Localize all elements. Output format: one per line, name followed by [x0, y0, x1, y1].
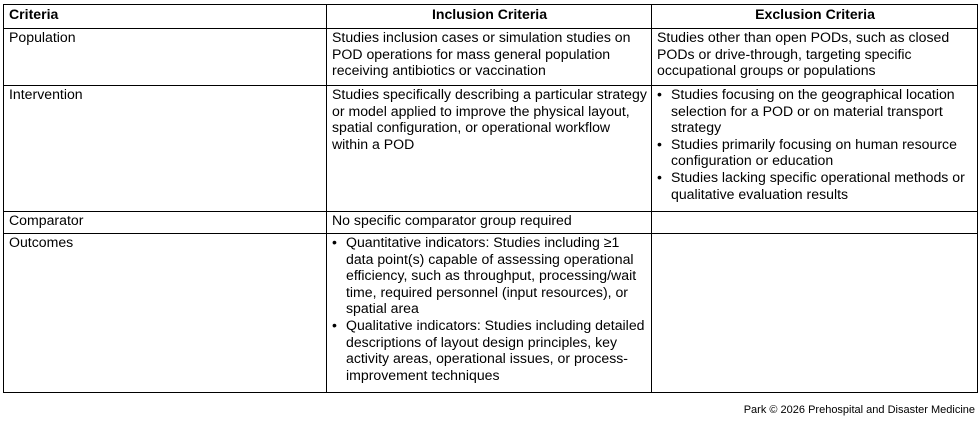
row-label-comparator: Comparator — [4, 212, 327, 234]
intervention-exclusion-list — [657, 86, 973, 202]
row-label-population: Population — [4, 29, 327, 86]
outcomes-exclusion — [652, 234, 978, 393]
criteria-table — [3, 4, 978, 393]
intervention-exclusion — [652, 86, 978, 212]
bullet-icon: • — [332, 316, 337, 333]
list-item — [657, 136, 973, 169]
outcomes-inclusion-list — [332, 234, 647, 383]
table-header-row — [4, 5, 978, 29]
list-item-text: Studies focusing on the geographical location selection for a POD or on material transport strategy — [671, 86, 955, 136]
table-row-population — [4, 29, 978, 86]
comparator-inclusion: No specific comparator group required — [327, 212, 652, 234]
header-inclusion: Inclusion Criteria — [327, 5, 652, 29]
header-exclusion: Exclusion Criteria — [652, 5, 978, 29]
header-criteria: Criteria — [4, 5, 327, 29]
row-label-intervention: Intervention — [4, 86, 327, 212]
row-label-outcomes: Outcomes — [4, 234, 327, 393]
list-item — [657, 86, 973, 136]
table-row-intervention — [4, 86, 978, 212]
table-row-comparator — [4, 212, 978, 234]
list-item — [332, 234, 647, 317]
outcomes-inclusion — [327, 234, 652, 393]
intervention-inclusion: Studies specifically describing a particular strategy or model applied to improve the physical layout, spatial configuration, or operational workflow within a POD — [327, 86, 652, 212]
bullet-icon: • — [657, 86, 662, 102]
list-item-text: Studies primarily focusing on human resource configuration or education — [671, 135, 957, 169]
list-item-text: Studies lacking specific operational methods or qualitative evaluation results — [671, 168, 965, 202]
bullet-icon: • — [657, 135, 662, 152]
bullet-icon: • — [332, 234, 337, 250]
list-item-text: Qualitative indicators: Studies including detailed descriptions of layout design principles, key activity areas, operational issues, or process-improvement techniques — [346, 316, 645, 383]
table-row-outcomes — [4, 234, 978, 393]
figure-credit: Park © 2026 Prehospital and Disaster Medicine — [743, 404, 975, 416]
list-item — [332, 317, 647, 383]
population-inclusion: Studies inclusion cases or simulation studies on POD operations for mass general population receiving antibiotics or vaccination — [327, 29, 652, 86]
population-exclusion: Studies other than open PODs, such as closed PODs or drive-through, targeting specific occupational groups or populations — [652, 29, 978, 86]
comparator-exclusion — [652, 212, 978, 234]
list-item-text: Quantitative indicators: Studies including ≥1 data point(s) capable of assessing operational efficiency, such as throughput, processing/wait time, required personnel (input resources), or spatial area — [346, 234, 637, 317]
list-item — [657, 169, 973, 202]
bullet-icon: • — [657, 168, 662, 185]
